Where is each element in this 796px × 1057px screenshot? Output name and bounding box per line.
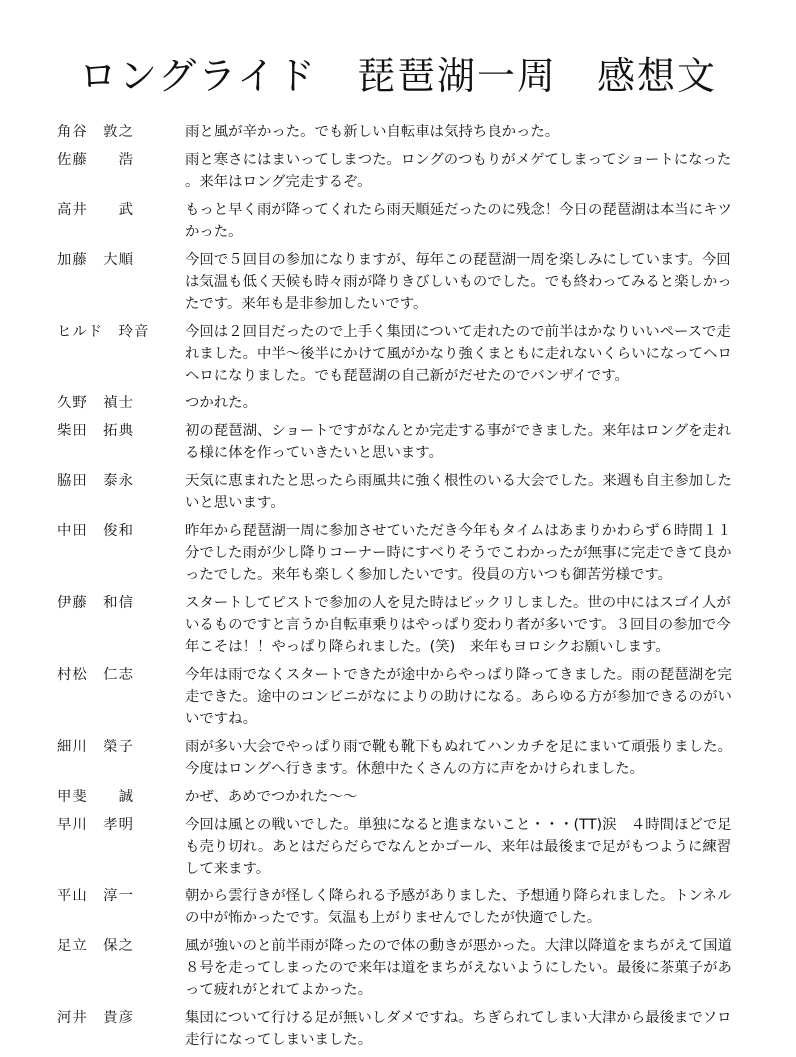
participant-comment: つかれた。 [185,395,257,412]
comment-list [57,121,747,1057]
participant-comment: 天気に恵まれたと思ったら雨風共に強く根性のいる大会でした。来週も自主参加したいと思います。 [185,473,732,512]
list-item [57,520,747,586]
participant-comment: もっと早く雨が降ってくれたら雨天順延だったのに残念！今日の琵琶湖は本当にキツかった。 [185,201,732,240]
list-item [57,420,747,464]
participant-comment: 雨が多い大会でやっぱり雨で靴も靴下もぬれてハンカチを足にまいて頑張りました。今度はロングへ行きます。休憩中たくさんの方に声をかけられました。 [185,738,732,777]
participant-name: 久野 禎士 [57,395,134,412]
participant-comment: 今回は風との戦いでした。単独になると進まないこと・・・(TT)涙 ４時間ほどで足も売り切れ。あとはだらだらでなんとかゴール、来年は最後まで足がもつように練習して来ます。 [185,816,732,877]
participant-name: ヒルド 玲音 [57,323,150,340]
list-item [57,736,747,780]
list-item [57,149,747,193]
participant-comment: 雨と風が辛かった。でも新しい自転車は気持ち良かった。 [185,124,560,140]
list-item [57,321,747,387]
list-item [57,814,747,880]
participant-name: 伊藤 和信 [57,595,134,612]
participant-name: 甲斐 誠 [57,788,134,805]
participant-name: 柴田 拓典 [57,423,134,440]
participant-comment: スタートしてピストで参加の人を見た時はビックリしました。世の中にはスゴイ人がいるものですと言うか自転車乗りはやっぱり変わり者が多いです。３回目の参加で今年こそは！！やっぱり降られました。(笑) 来年もヨロシクお願いします。 [185,595,731,656]
page-title: ロングライド 琵琶湖一周 感想文 [78,54,718,98]
participant-comment: 朝から雲行きが怪しく降られる予感がありました、予想通り降られました。トンネルの中が怖かったです。気温も上がりませんでしたが快適でした。 [185,888,732,927]
participant-name: 加藤 大順 [57,251,134,268]
participant-name: 平山 淳一 [57,888,134,905]
participant-name: 佐藤 浩 [57,151,134,168]
participant-name: 脇田 泰永 [57,473,134,490]
participant-name: 足立 保之 [57,938,134,955]
list-item [57,470,747,514]
list-item [57,935,747,1001]
participant-comment: 今回で５回目の参加になりますが、毎年この琵琶湖一周を楽しみにしています。今回は気温も低く天候も時々雨が降りきびしいものでした。でも終わってみると楽しかったです。来年も是非参加したいです。 [185,251,732,312]
participant-comment: 今年は雨でなくスタートできたが途中からやっぱり降ってきました。雨の琵琶湖を完走できた。途中のコンビニがなによりの助けになる。あらゆる方が参加できるのがいいですね。 [185,666,732,727]
list-item [57,786,747,808]
participant-comment: 昨年から琵琶湖一周に参加させていただき今年もタイムはあまりかわらず６時間１１分でした雨が少し降りコーナー時にすべりそうでこわかったが無事に完走できて良かったでした。来年も楽しく参加したいです。役員の方いつも御苦労様です。 [185,523,732,584]
list-item [57,392,747,414]
participant-name: 細川 榮子 [57,738,134,755]
participant-name: 中田 俊和 [57,523,134,540]
participant-name: 河井 貴彦 [57,1010,134,1027]
list-item [57,1007,747,1051]
participant-comment: 集団について行ける足が無いしダメですね。ちぎられてしまい大津から最後までソロ走行になってしまいました。 [185,1010,732,1049]
list-item [57,199,747,243]
participant-name: 角谷 敦之 [57,124,134,140]
list-item [57,664,747,730]
participant-comment: かぜ、あめでつかれた～～ [185,788,358,805]
participant-name: 村松 仁志 [57,666,134,683]
list-item [57,592,747,658]
list-item [57,121,747,143]
participant-comment: 風が強いのと前半雨が降ったので体の動きが悪かった。大津以降道をまちがえて国道８号を走ってしまったので来年は道をまちがえないようにしたい。最後に茶菓子があって疲れがとれてよかった。 [185,938,732,999]
list-item [57,885,747,929]
participant-name: 早川 孝明 [57,816,134,833]
participant-comment: 今回は２回目だったので上手く集団について走れたので前半はかなりいいペースで走れました。中半～後半にかけて風がかなり強くまともに走れないくらいになってヘロヘロになりました。でも琵琶湖の自己新がだせたのでバンザイです。 [185,323,732,384]
participant-comment: 初の琵琶湖、ショートですがなんとか完走する事ができました。来年はロングを走れる様に体を作っていきたいと思います。 [185,423,732,462]
participant-comment: 雨と寒さにはまいってしまつた。ロングのつもりがメゲてしまってショートになった。来年はロング完走するぞ。 [185,151,732,190]
list-item [57,249,747,315]
participant-name: 高井 武 [57,201,134,218]
